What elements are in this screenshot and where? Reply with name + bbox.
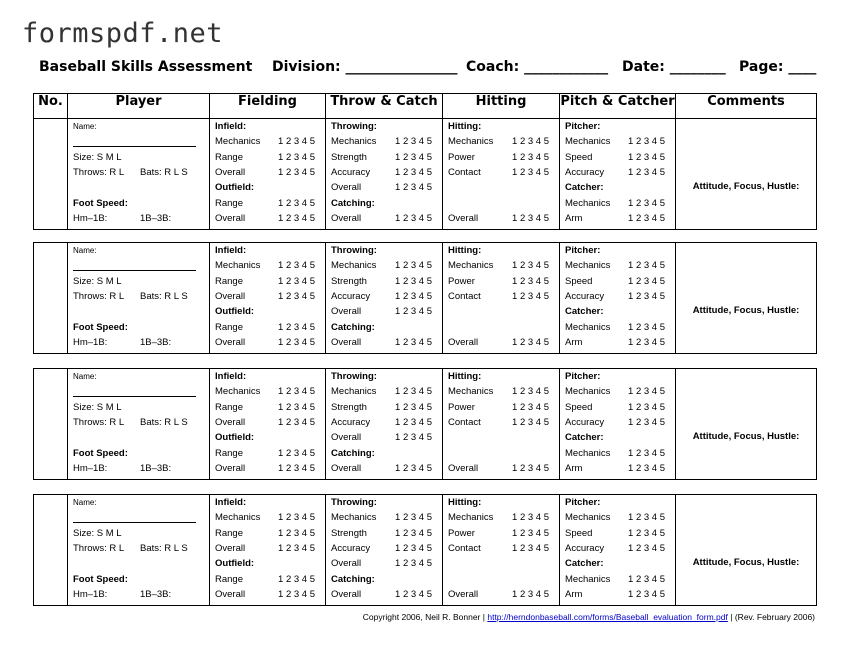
hit-power: Power 1 2 3 4 5 <box>448 402 549 413</box>
1b-3b-label: 1B–3B: <box>140 213 172 224</box>
fielding-overall: Overall 1 2 3 4 5 <box>215 291 315 302</box>
infield-label: Infield: <box>215 245 247 256</box>
size-label: Size: S M L <box>73 276 122 287</box>
rating-scale[interactable]: 1 2 3 4 5 <box>395 528 432 539</box>
times-line <box>73 212 205 226</box>
player-row <box>34 495 817 606</box>
infield-label: Infield: <box>215 121 247 132</box>
fielding-mechanics: Mechanics 1 2 3 4 5 <box>215 136 315 147</box>
outfield-range: Range 1 2 3 4 5 <box>215 448 315 459</box>
hitting-cell <box>443 243 560 354</box>
foot-speed-label: Foot Speed: <box>73 322 128 333</box>
pitch-accuracy: Accuracy 1 2 3 4 5 <box>565 167 665 178</box>
rating-scale[interactable]: 1 2 3 4 5 <box>278 528 315 539</box>
rating-scale[interactable]: 1 2 3 4 5 <box>278 152 315 163</box>
fielding-overall: Overall 1 2 3 4 5 <box>215 543 315 554</box>
rating-scale[interactable]: 1 2 3 4 5 <box>395 182 432 193</box>
rating-scale[interactable]: 1 2 3 4 5 <box>395 512 432 523</box>
pitch-catcher-cell <box>560 369 676 480</box>
hit-contact: Contact 1 2 3 4 5 <box>448 417 549 428</box>
rating-scale[interactable]: 1 2 3 4 5 <box>278 198 315 209</box>
pitch-accuracy: Accuracy 1 2 3 4 5 <box>565 417 665 428</box>
hit-mechanics: Mechanics 1 2 3 4 5 <box>448 386 549 397</box>
comments-cell[interactable] <box>676 243 817 354</box>
rating-scale[interactable]: 1 2 3 4 5 <box>512 402 549 413</box>
hit-power: Power 1 2 3 4 5 <box>448 152 549 163</box>
rating-scale[interactable]: 1 2 3 4 5 <box>395 402 432 413</box>
col-comments: Comments <box>676 94 817 119</box>
comments-label: Attitude, Focus, Hustle: <box>692 181 800 192</box>
player-row <box>34 243 817 354</box>
rating-scale[interactable]: 1 2 3 4 5 <box>395 337 432 348</box>
rating-scale[interactable]: 1 2 3 4 5 <box>628 512 665 523</box>
pitch-speed: Speed 1 2 3 4 5 <box>565 276 665 287</box>
watermark-logo: formspdf.net <box>22 18 224 49</box>
rating-scale[interactable]: 1 2 3 4 5 <box>395 386 432 397</box>
hitting-cell <box>443 119 560 230</box>
throw-catch-cell <box>326 369 443 480</box>
throw-accuracy: Accuracy 1 2 3 4 5 <box>331 291 432 302</box>
throwing-label: Throwing: <box>331 245 377 256</box>
rating-scale[interactable]: 1 2 3 4 5 <box>628 322 665 333</box>
rating-scale[interactable]: 1 2 3 4 5 <box>278 574 315 585</box>
1b-3b-label: 1B–3B: <box>140 463 172 474</box>
hitting-label: Hitting: <box>448 497 482 508</box>
outfield-label: Outfield: <box>215 306 255 317</box>
hit-overall: Overall 1 2 3 4 5 <box>448 463 549 474</box>
name-line[interactable] <box>73 396 196 397</box>
catching-label: Catching: <box>331 198 375 209</box>
rating-scale[interactable]: 1 2 3 4 5 <box>628 198 665 209</box>
size-label: Size: S M L <box>73 402 122 413</box>
player-cell[interactable] <box>68 495 210 606</box>
catcher-label: Catcher: <box>565 558 604 569</box>
col-throw-catch: Throw & Catch <box>326 94 443 119</box>
pitch-speed: Speed 1 2 3 4 5 <box>565 152 665 163</box>
pitch-catcher-cell <box>560 495 676 606</box>
fielding-range: Range 1 2 3 4 5 <box>215 276 315 287</box>
hitting-cell <box>443 495 560 606</box>
rating-scale[interactable]: 1 2 3 4 5 <box>628 402 665 413</box>
catcher-arm: Arm 1 2 3 4 5 <box>565 337 665 348</box>
rating-scale[interactable]: 1 2 3 4 5 <box>628 543 665 554</box>
fielding-mechanics: Mechanics 1 2 3 4 5 <box>215 386 315 397</box>
copyright-text: Copyright 2006, Neil R. Bonner <box>362 612 481 622</box>
comments-label: Attitude, Focus, Hustle: <box>692 305 800 316</box>
catching-label: Catching: <box>331 322 375 333</box>
rating-scale[interactable]: 1 2 3 4 5 <box>395 543 432 554</box>
rating-scale[interactable]: 1 2 3 4 5 <box>278 543 315 554</box>
page-field: Page: ____ <box>739 59 817 75</box>
rating-scale[interactable]: 1 2 3 4 5 <box>278 589 315 600</box>
times-line <box>73 462 205 476</box>
footer-separator: | <box>730 612 733 622</box>
foot-speed-label: Foot Speed: <box>73 198 128 209</box>
hit-power: Power 1 2 3 4 5 <box>448 276 549 287</box>
date-field: Date: ________ <box>622 59 726 75</box>
fielding-overall: Overall 1 2 3 4 5 <box>215 417 315 428</box>
throwing-label: Throwing: <box>331 121 377 132</box>
throw-catch-cell <box>326 119 443 230</box>
hitting-label: Hitting: <box>448 245 482 256</box>
col-no: No. <box>34 94 68 119</box>
foot-speed-label: Foot Speed: <box>73 448 128 459</box>
pitch-mechanics: Mechanics 1 2 3 4 5 <box>565 136 665 147</box>
name-label: Name: <box>73 498 97 507</box>
pitch-accuracy: Accuracy 1 2 3 4 5 <box>565 543 665 554</box>
form-url-link[interactable]: http://herndonbaseball.com/forms/Baseball_evaluation_form.pdf <box>487 612 728 622</box>
rating-scale[interactable]: 1 2 3 4 5 <box>628 417 665 428</box>
throw-mechanics: Mechanics 1 2 3 4 5 <box>331 136 432 147</box>
throw-catch-cell <box>326 495 443 606</box>
pitcher-label: Pitcher: <box>565 245 601 256</box>
name-line[interactable] <box>73 522 196 523</box>
player-cell[interactable] <box>68 243 210 354</box>
rating-scale[interactable]: 1 2 3 4 5 <box>395 213 432 224</box>
hit-contact: Contact 1 2 3 4 5 <box>448 167 549 178</box>
pitch-accuracy: Accuracy 1 2 3 4 5 <box>565 291 665 302</box>
rating-scale[interactable]: 1 2 3 4 5 <box>628 528 665 539</box>
rating-scale[interactable]: 1 2 3 4 5 <box>278 512 315 523</box>
rating-scale[interactable]: 1 2 3 4 5 <box>278 260 315 271</box>
pitch-catcher-cell <box>560 243 676 354</box>
rating-scale[interactable]: 1 2 3 4 5 <box>512 417 549 428</box>
rating-scale[interactable]: 1 2 3 4 5 <box>628 291 665 302</box>
rating-scale[interactable]: 1 2 3 4 5 <box>395 152 432 163</box>
form-title: Baseball Skills Assessment <box>39 59 253 75</box>
rating-scale[interactable]: 1 2 3 4 5 <box>512 512 549 523</box>
foot-speed-label: Foot Speed: <box>73 574 128 585</box>
rating-scale[interactable]: 1 2 3 4 5 <box>278 167 315 178</box>
col-hitting: Hitting <box>443 94 560 119</box>
rating-scale[interactable]: 1 2 3 4 5 <box>512 463 549 474</box>
rating-scale[interactable]: 1 2 3 4 5 <box>512 337 549 348</box>
throw-strength: Strength 1 2 3 4 5 <box>331 402 432 413</box>
pitch-catcher-cell <box>560 119 676 230</box>
rating-scale[interactable]: 1 2 3 4 5 <box>628 276 665 287</box>
rating-scale[interactable]: 1 2 3 4 5 <box>628 386 665 397</box>
fielding-mechanics: Mechanics 1 2 3 4 5 <box>215 512 315 523</box>
rating-scale[interactable]: 1 2 3 4 5 <box>512 291 549 302</box>
outfield-overall: Overall 1 2 3 4 5 <box>215 213 315 224</box>
hitting-label: Hitting: <box>448 121 482 132</box>
1b-3b-label: 1B–3B: <box>140 337 172 348</box>
rating-scale[interactable]: 1 2 3 4 5 <box>278 337 315 348</box>
col-pitch-catcher: Pitch & Catcher <box>560 94 676 119</box>
pitch-mechanics: Mechanics 1 2 3 4 5 <box>565 512 665 523</box>
name-line[interactable] <box>73 270 196 271</box>
rating-scale[interactable]: 1 2 3 4 5 <box>395 291 432 302</box>
fielding-range: Range 1 2 3 4 5 <box>215 152 315 163</box>
rating-scale[interactable]: 1 2 3 4 5 <box>512 589 549 600</box>
size-label: Size: S M L <box>73 152 122 163</box>
throw-accuracy: Accuracy 1 2 3 4 5 <box>331 417 432 428</box>
assessment-table-3 <box>33 368 817 480</box>
rating-scale[interactable]: 1 2 3 4 5 <box>628 213 665 224</box>
catcher-arm: Arm 1 2 3 4 5 <box>565 213 665 224</box>
catcher-mechanics: Mechanics 1 2 3 4 5 <box>565 198 665 209</box>
assessment-table-4 <box>33 494 817 606</box>
rating-scale[interactable]: 1 2 3 4 5 <box>278 386 315 397</box>
catcher-arm: Arm 1 2 3 4 5 <box>565 589 665 600</box>
rating-scale[interactable]: 1 2 3 4 5 <box>278 213 315 224</box>
hitting-cell <box>443 369 560 480</box>
throws-bats-line <box>73 416 205 430</box>
bats-label: Bats: R L S <box>140 291 188 302</box>
pitcher-label: Pitcher: <box>565 371 601 382</box>
player-row <box>34 369 817 480</box>
rating-scale[interactable]: 1 2 3 4 5 <box>512 152 549 163</box>
footer <box>363 612 815 622</box>
outfield-overall: Overall 1 2 3 4 5 <box>215 463 315 474</box>
throwing-label: Throwing: <box>331 371 377 382</box>
name-label: Name: <box>73 122 97 131</box>
rating-scale[interactable]: 1 2 3 4 5 <box>512 260 549 271</box>
hit-mechanics: Mechanics 1 2 3 4 5 <box>448 136 549 147</box>
rating-scale[interactable]: 1 2 3 4 5 <box>512 386 549 397</box>
outfield-label: Outfield: <box>215 558 255 569</box>
player-row <box>34 119 817 230</box>
hit-overall: Overall 1 2 3 4 5 <box>448 337 549 348</box>
throws-label: Throws: R L <box>73 167 125 178</box>
player-cell[interactable] <box>68 369 210 480</box>
throwing-label: Throwing: <box>331 497 377 508</box>
throw-mechanics: Mechanics 1 2 3 4 5 <box>331 260 432 271</box>
throw-overall: Overall 1 2 3 4 5 <box>331 306 432 317</box>
col-player: Player <box>68 94 210 119</box>
hit-contact: Contact 1 2 3 4 5 <box>448 543 549 554</box>
outfield-label: Outfield: <box>215 182 255 193</box>
fielding-cell <box>210 369 326 480</box>
infield-label: Infield: <box>215 497 247 508</box>
comments-cell[interactable] <box>676 119 817 230</box>
rating-scale[interactable]: 1 2 3 4 5 <box>278 417 315 428</box>
rating-scale[interactable]: 1 2 3 4 5 <box>395 432 432 443</box>
hm-1b-label: Hm–1B: <box>73 463 108 474</box>
bats-label: Bats: R L S <box>140 167 188 178</box>
outfield-range: Range 1 2 3 4 5 <box>215 198 315 209</box>
no-cell[interactable] <box>34 495 68 606</box>
rating-scale[interactable]: 1 2 3 4 5 <box>278 448 315 459</box>
catcher-arm: Arm 1 2 3 4 5 <box>565 463 665 474</box>
hit-mechanics: Mechanics 1 2 3 4 5 <box>448 512 549 523</box>
catch-overall: Overall 1 2 3 4 5 <box>331 589 432 600</box>
throw-mechanics: Mechanics 1 2 3 4 5 <box>331 386 432 397</box>
rating-scale[interactable]: 1 2 3 4 5 <box>395 167 432 178</box>
throw-strength: Strength 1 2 3 4 5 <box>331 276 432 287</box>
comments-cell[interactable] <box>676 495 817 606</box>
outfield-range: Range 1 2 3 4 5 <box>215 322 315 333</box>
size-label: Size: S M L <box>73 528 122 539</box>
rating-scale[interactable]: 1 2 3 4 5 <box>628 589 665 600</box>
hit-overall: Overall 1 2 3 4 5 <box>448 213 549 224</box>
coach-field: Coach: ____________ <box>466 59 609 75</box>
rating-scale[interactable]: 1 2 3 4 5 <box>628 152 665 163</box>
hit-mechanics: Mechanics 1 2 3 4 5 <box>448 260 549 271</box>
throw-strength: Strength 1 2 3 4 5 <box>331 528 432 539</box>
rating-scale[interactable]: 1 2 3 4 5 <box>278 276 315 287</box>
throw-catch-cell <box>326 243 443 354</box>
rating-scale[interactable]: 1 2 3 4 5 <box>512 213 549 224</box>
rating-scale[interactable]: 1 2 3 4 5 <box>395 306 432 317</box>
hitting-label: Hitting: <box>448 371 482 382</box>
outfield-overall: Overall 1 2 3 4 5 <box>215 589 315 600</box>
throw-accuracy: Accuracy 1 2 3 4 5 <box>331 543 432 554</box>
hit-power: Power 1 2 3 4 5 <box>448 528 549 539</box>
throw-strength: Strength 1 2 3 4 5 <box>331 152 432 163</box>
rating-scale[interactable]: 1 2 3 4 5 <box>628 136 665 147</box>
pitch-mechanics: Mechanics 1 2 3 4 5 <box>565 386 665 397</box>
outfield-overall: Overall 1 2 3 4 5 <box>215 337 315 348</box>
hit-overall: Overall 1 2 3 4 5 <box>448 589 549 600</box>
col-fielding: Fielding <box>210 94 326 119</box>
rating-scale[interactable]: 1 2 3 4 5 <box>628 260 665 271</box>
rating-scale[interactable]: 1 2 3 4 5 <box>512 136 549 147</box>
name-line[interactable] <box>73 146 196 147</box>
throws-label: Throws: R L <box>73 543 125 554</box>
catching-label: Catching: <box>331 448 375 459</box>
throw-overall: Overall 1 2 3 4 5 <box>331 558 432 569</box>
rating-scale[interactable]: 1 2 3 4 5 <box>395 276 432 287</box>
rating-scale[interactable]: 1 2 3 4 5 <box>278 322 315 333</box>
fielding-mechanics: Mechanics 1 2 3 4 5 <box>215 260 315 271</box>
rating-scale[interactable]: 1 2 3 4 5 <box>395 260 432 271</box>
rating-scale[interactable]: 1 2 3 4 5 <box>628 463 665 474</box>
fielding-cell <box>210 495 326 606</box>
catcher-mechanics: Mechanics 1 2 3 4 5 <box>565 448 665 459</box>
throws-label: Throws: R L <box>73 417 125 428</box>
rating-scale[interactable]: 1 2 3 4 5 <box>278 136 315 147</box>
pitch-speed: Speed 1 2 3 4 5 <box>565 528 665 539</box>
rating-scale[interactable]: 1 2 3 4 5 <box>628 574 665 585</box>
hm-1b-label: Hm–1B: <box>73 213 108 224</box>
catcher-mechanics: Mechanics 1 2 3 4 5 <box>565 322 665 333</box>
fielding-range: Range 1 2 3 4 5 <box>215 528 315 539</box>
rating-scale[interactable]: 1 2 3 4 5 <box>395 417 432 428</box>
column-header-row <box>34 94 817 119</box>
catcher-label: Catcher: <box>565 306 604 317</box>
rating-scale[interactable]: 1 2 3 4 5 <box>512 276 549 287</box>
outfield-range: Range 1 2 3 4 5 <box>215 574 315 585</box>
hit-contact: Contact 1 2 3 4 5 <box>448 291 549 302</box>
rating-scale[interactable]: 1 2 3 4 5 <box>395 589 432 600</box>
bats-label: Bats: R L S <box>140 417 188 428</box>
revision-text: (Rev. February 2006) <box>734 612 815 622</box>
rating-scale[interactable]: 1 2 3 4 5 <box>512 543 549 554</box>
comments-cell[interactable] <box>676 369 817 480</box>
pitch-speed: Speed 1 2 3 4 5 <box>565 402 665 413</box>
catching-label: Catching: <box>331 574 375 585</box>
assessment-table-1 <box>33 93 817 230</box>
throw-overall: Overall 1 2 3 4 5 <box>331 432 432 443</box>
pitch-mechanics: Mechanics 1 2 3 4 5 <box>565 260 665 271</box>
division-field: Division: ________________ <box>272 59 458 75</box>
catch-overall: Overall 1 2 3 4 5 <box>331 337 432 348</box>
name-label: Name: <box>73 372 97 381</box>
rating-scale[interactable]: 1 2 3 4 5 <box>628 337 665 348</box>
catcher-label: Catcher: <box>565 432 604 443</box>
rating-scale[interactable]: 1 2 3 4 5 <box>395 136 432 147</box>
catcher-mechanics: Mechanics 1 2 3 4 5 <box>565 574 665 585</box>
throws-label: Throws: R L <box>73 291 125 302</box>
outfield-label: Outfield: <box>215 432 255 443</box>
times-line <box>73 336 205 350</box>
no-cell[interactable] <box>34 369 68 480</box>
throws-bats-line <box>73 290 205 304</box>
throws-bats-line <box>73 542 205 556</box>
throws-bats-line <box>73 166 205 180</box>
player-cell[interactable] <box>68 119 210 230</box>
fielding-cell <box>210 119 326 230</box>
catch-overall: Overall 1 2 3 4 5 <box>331 213 432 224</box>
rating-scale[interactable]: 1 2 3 4 5 <box>628 167 665 178</box>
rating-scale[interactable]: 1 2 3 4 5 <box>395 558 432 569</box>
times-line <box>73 588 205 602</box>
no-cell[interactable] <box>34 119 68 230</box>
rating-scale[interactable]: 1 2 3 4 5 <box>278 402 315 413</box>
rating-scale[interactable]: 1 2 3 4 5 <box>395 463 432 474</box>
bats-label: Bats: R L S <box>140 543 188 554</box>
catch-overall: Overall 1 2 3 4 5 <box>331 463 432 474</box>
rating-scale[interactable]: 1 2 3 4 5 <box>512 167 549 178</box>
fielding-overall: Overall 1 2 3 4 5 <box>215 167 315 178</box>
throw-overall: Overall 1 2 3 4 5 <box>331 182 432 193</box>
fielding-cell <box>210 243 326 354</box>
catcher-label: Catcher: <box>565 182 604 193</box>
rating-scale[interactable]: 1 2 3 4 5 <box>512 528 549 539</box>
throw-accuracy: Accuracy 1 2 3 4 5 <box>331 167 432 178</box>
name-label: Name: <box>73 246 97 255</box>
rating-scale[interactable]: 1 2 3 4 5 <box>628 448 665 459</box>
fielding-range: Range 1 2 3 4 5 <box>215 402 315 413</box>
footer-separator: | <box>482 612 485 622</box>
throw-mechanics: Mechanics 1 2 3 4 5 <box>331 512 432 523</box>
comments-label: Attitude, Focus, Hustle: <box>692 431 800 442</box>
1b-3b-label: 1B–3B: <box>140 589 172 600</box>
pitcher-label: Pitcher: <box>565 497 601 508</box>
comments-label: Attitude, Focus, Hustle: <box>692 557 800 568</box>
infield-label: Infield: <box>215 371 247 382</box>
hm-1b-label: Hm–1B: <box>73 337 108 348</box>
no-cell[interactable] <box>34 243 68 354</box>
rating-scale[interactable]: 1 2 3 4 5 <box>278 463 315 474</box>
pitcher-label: Pitcher: <box>565 121 601 132</box>
hm-1b-label: Hm–1B: <box>73 589 108 600</box>
rating-scale[interactable]: 1 2 3 4 5 <box>278 291 315 302</box>
assessment-table-2 <box>33 242 817 354</box>
